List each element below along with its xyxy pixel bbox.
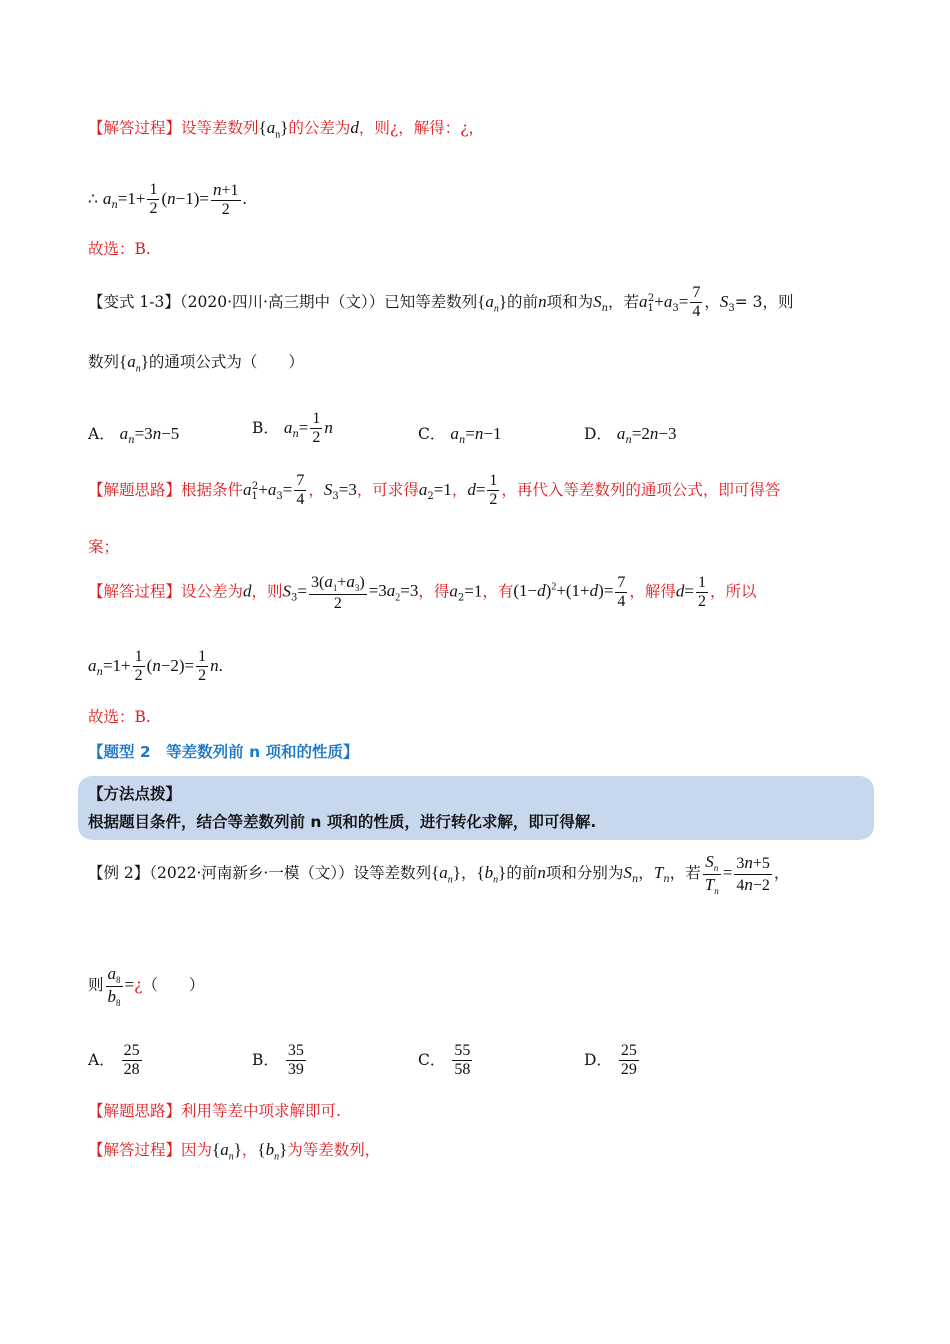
solution-2-line-2: $a_n=1+$ $\frac{1}{2}$ (n−2)= $\frac{1}{2}$ n.: [88, 648, 223, 685]
example-2-option-c: [418, 1042, 474, 1080]
text: 根据条件: [181, 480, 244, 499]
solution-1-line-1: [88, 118, 484, 141]
solution-label: 【解答过程】: [88, 582, 182, 601]
text: （ ）: [142, 976, 205, 995]
idea-label: 【解题思路】: [88, 1102, 182, 1120]
idea-label: 【解题思路】: [88, 480, 182, 499]
variant-1-3-line-1: 【变式 1-3】（2020·四川·高三期中（文））已知等差数列$\{a_n\}$的前n项和为$S_n$，若$a_1^2+a_3=$ $\frac{7}{4}$ ，$S_3= 3$，则: [88, 284, 794, 321]
option-d: D． $a_n=2n-3$: [584, 424, 677, 447]
text: ，有: [482, 582, 514, 601]
method-tip-box: [78, 776, 874, 840]
solution-label: 【解答过程】: [88, 119, 182, 137]
text: 的前: [507, 292, 539, 311]
text: （2022·河南新乡·一模（文））设等差数列: [149, 864, 432, 883]
text: 则: [88, 976, 104, 995]
option-b: B． $a_n=$ $\frac{1}{2}$ n: [252, 410, 333, 447]
option-label: C．: [418, 425, 446, 443]
choose-answer-2: 故选：B.: [88, 708, 151, 726]
choose-answer-1: 故选：B.: [88, 240, 151, 258]
variant-label: 【变式 1-3】: [88, 292, 180, 311]
option-label: D．: [584, 425, 612, 443]
solution-3: 【解答过程】因为$\{a_n\}$，$\{b_n\}$为等差数列，: [88, 1140, 381, 1163]
text: 数列: [88, 353, 120, 371]
text: ，得: [418, 582, 450, 601]
text: 的公差为: [288, 119, 351, 137]
glyph: ¿，: [460, 119, 485, 137]
numerator: 25: [619, 1042, 639, 1061]
idea-line-1: 【解题思路】根据条件$a_1^2+a_3=$ $\frac{7}{4}$ ，$S_3=3$，可求得$a_2=1$，d= $\frac{1}{2}$ ，再代入等差数列的通项公式，即可得答: [88, 472, 781, 509]
text: 利用等差中项求解即可.: [181, 1102, 341, 1120]
text: ，若: [608, 292, 640, 311]
text: 项和为: [546, 292, 594, 311]
option-label: B．: [252, 1050, 279, 1069]
text: 设公差为: [181, 582, 244, 601]
text: ，可求得: [356, 480, 419, 499]
math-an: a: [102, 188, 112, 208]
therefore-symbol: ∴: [88, 189, 98, 208]
numerator: 55: [452, 1042, 472, 1061]
solution-2-line-1: 【解答过程】设公差为d，则$S_3=$ $\frac{3(a_1+a_3)}{2}$ $=3a_2=3$，得$a_2=1$，有$(1-d)^2+(1+d)=$ $\frac{7}{4}$ ，解得d= $\frac{1}{2}$ ，所以: [88, 572, 757, 612]
option-label: B．: [252, 418, 279, 437]
text: 的前: [506, 864, 538, 883]
text: ，若: [669, 864, 701, 883]
denominator: 28: [123, 1061, 140, 1079]
text: （2020·四川·高三期中（文））已知等差数列: [179, 292, 478, 311]
option-label: A．: [88, 1050, 115, 1069]
text: 的通项公式为（ ）: [148, 353, 304, 371]
option-c: C． $a_n=n-1$: [418, 424, 502, 447]
text: 设等差数列: [181, 119, 259, 137]
example-2-line-2: 则 $\frac{a_8}{b_8}$ =¿（ ）: [88, 964, 205, 1008]
numerator: 25: [122, 1042, 142, 1061]
section-title-type-2: 【题型 2 等差数列前 n 项和的性质】: [88, 743, 359, 761]
method-tip-body: 根据题目条件，结合等差数列前 n 项和的性质，进行转化求解，即可得解.: [88, 813, 597, 831]
example-2-line-1: 【例 2】（2022·河南新乡·一模（文））设等差数列$\{a_n\}$，$\{b_n\}$的前n项和分别为$S_n$，$T_n$，若 $\frac{S_n}{T_n}$ = $\frac{3n+5}{4n-2}$ ，: [88, 852, 790, 896]
fraction: $\frac{n+1}{2}$: [212, 180, 239, 219]
text: 项和分别为: [545, 864, 624, 883]
text: ，所以: [710, 582, 757, 601]
math-d: d: [350, 118, 359, 137]
variant-1-3-line-2: 数列$\{a_n\}$的通项公式为（ ）: [88, 352, 304, 375]
example-2-option-d: [584, 1042, 641, 1080]
fraction: $\frac{1}{2}$: [149, 181, 158, 218]
option-label: D．: [584, 1050, 612, 1069]
text: ，解得: [629, 582, 676, 601]
solution-label: 【解答过程】: [88, 1141, 182, 1159]
text: ，再代入等差数列的通项公式，即可得答: [501, 480, 781, 499]
glyph: ¿: [389, 119, 399, 137]
text: 为等差数列，: [287, 1141, 381, 1159]
denominator: 39: [287, 1061, 304, 1079]
option-label: C．: [418, 1050, 446, 1069]
numerator: 35: [286, 1042, 306, 1061]
example-label: 【例 2】: [88, 864, 150, 883]
example-2-option-a: [88, 1042, 144, 1080]
text: 因为: [181, 1141, 213, 1159]
text: ，解得：: [398, 119, 461, 137]
denominator: 29: [620, 1061, 637, 1079]
idea-line-2: 案；: [88, 538, 120, 556]
math-seq: $\{a_n\}$: [258, 118, 289, 141]
text: ，则: [358, 119, 390, 137]
option-label: A．: [88, 425, 115, 443]
example-2-option-b: [252, 1042, 308, 1080]
solution-1-line-2: ∴ $a_n=1+$ $\frac{1}{2}$ (n−1)= $\frac{n+1}{2}$ .: [88, 180, 247, 219]
option-a: A． $a_n=3n-5$: [88, 424, 180, 447]
method-tip-title: 【方法点拨】: [88, 785, 182, 803]
text: = 3，则: [734, 292, 794, 311]
text: ，则: [251, 582, 283, 601]
idea-3: [88, 1102, 341, 1121]
denominator: 58: [454, 1061, 471, 1079]
